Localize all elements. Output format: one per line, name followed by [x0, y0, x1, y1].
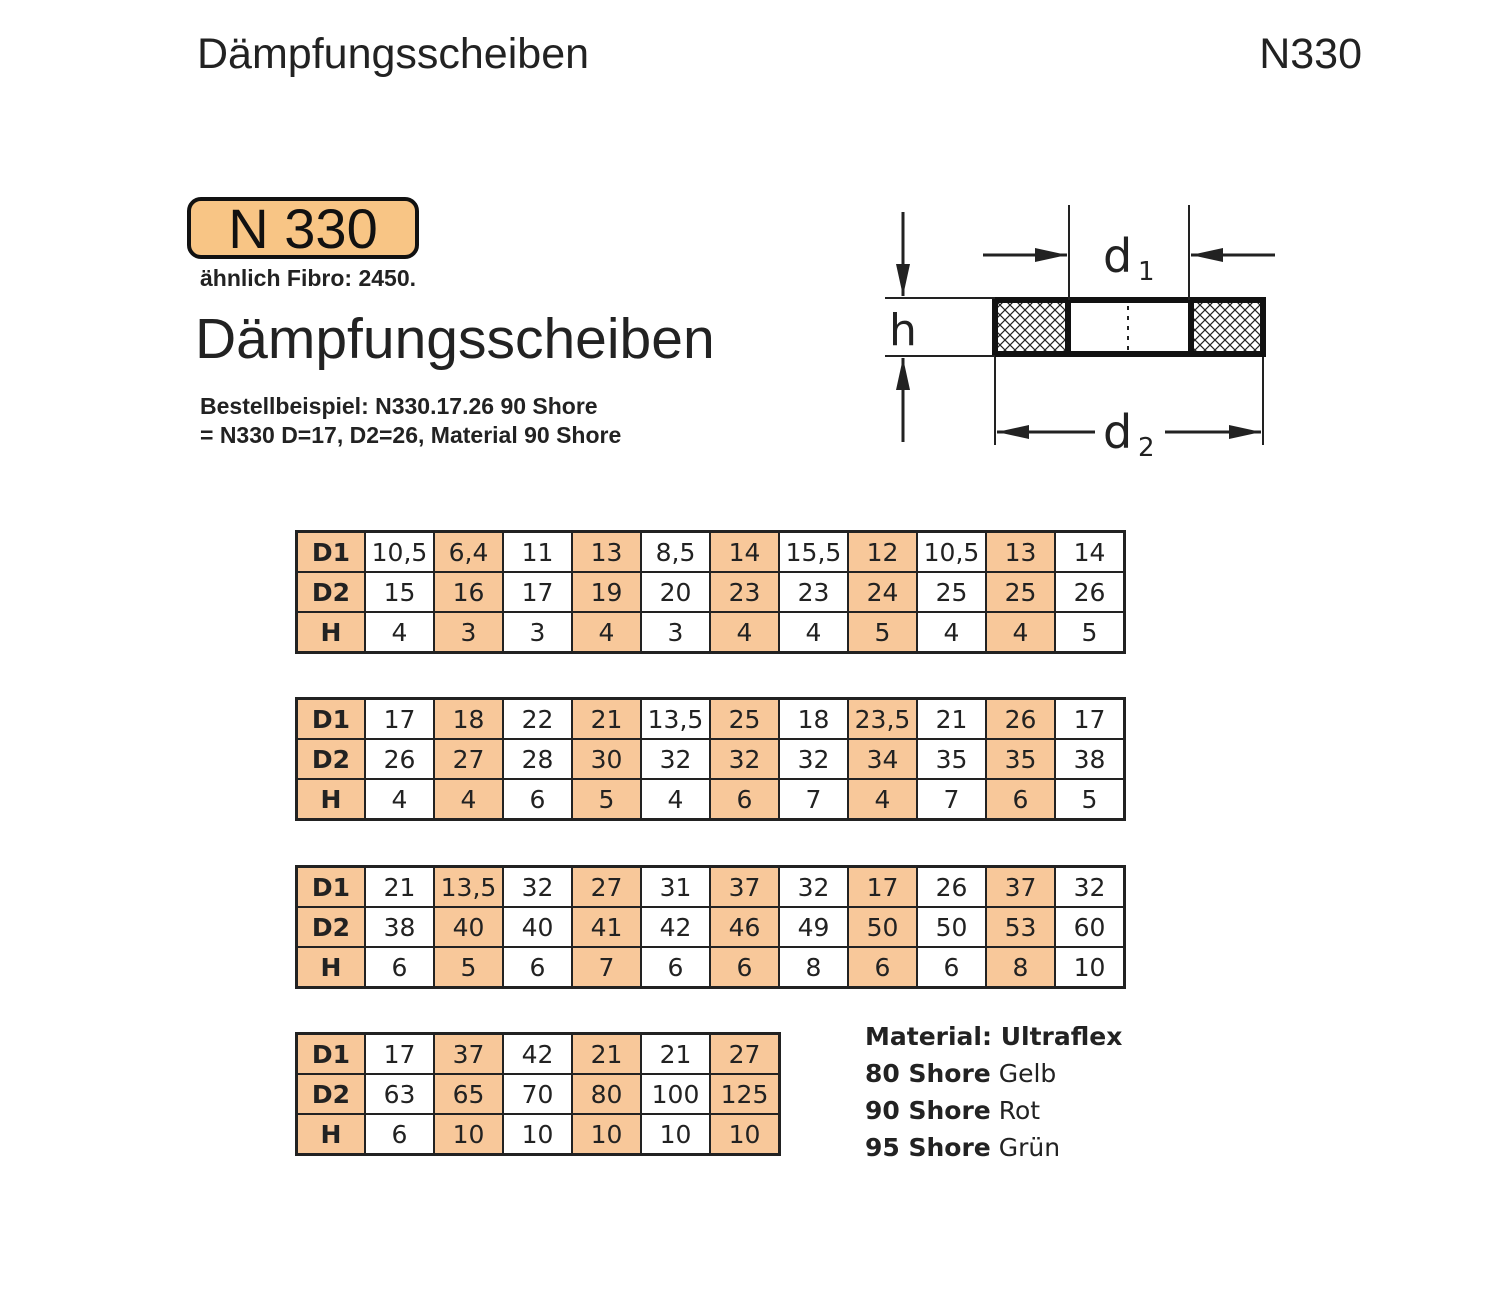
table-cell: 60: [1055, 907, 1125, 947]
table-cell: 24: [848, 572, 917, 612]
header-title: Dämpfungsscheiben: [197, 30, 590, 78]
d2-label: d: [1103, 405, 1133, 459]
table-cell: 3: [503, 612, 572, 653]
table-cell: 80: [572, 1074, 641, 1114]
table-cell: 32: [779, 739, 848, 779]
table-cell: 5: [1055, 612, 1125, 653]
dimension-table: [295, 697, 1126, 821]
table-cell: 4: [779, 612, 848, 653]
table-cell: 6: [986, 779, 1055, 820]
table-cell: 32: [641, 739, 710, 779]
table-cell: 6: [365, 1114, 434, 1155]
table-cell: 18: [434, 699, 503, 740]
d1-subscript: 1: [1138, 257, 1155, 287]
row-label: D1: [297, 867, 366, 908]
table-cell: 41: [572, 907, 641, 947]
table-cell: 65: [434, 1074, 503, 1114]
table-cell: 15,5: [779, 532, 848, 573]
table-cell: 10: [434, 1114, 503, 1155]
material-color: Grün: [998, 1133, 1061, 1162]
table-cell: 21: [641, 1034, 710, 1075]
table-row: [297, 1114, 780, 1155]
table-cell: 35: [986, 739, 1055, 779]
table-cell: 17: [1055, 699, 1125, 740]
table-cell: 38: [1055, 739, 1125, 779]
table-cell: 3: [641, 612, 710, 653]
table-cell: 6: [848, 947, 917, 988]
table-row: [297, 1034, 780, 1075]
table-cell: 4: [365, 779, 434, 820]
table-cell: 17: [503, 572, 572, 612]
table-cell: 8,5: [641, 532, 710, 573]
table-cell: 7: [917, 779, 986, 820]
table-cell: 53: [986, 907, 1055, 947]
table-cell: 25: [917, 572, 986, 612]
row-label: H: [297, 612, 366, 653]
table-cell: 20: [641, 572, 710, 612]
table-cell: 32: [710, 739, 779, 779]
table-cell: 4: [710, 612, 779, 653]
d1-arrow-left: [1035, 248, 1067, 262]
table-cell: 32: [503, 867, 572, 908]
h-arrow-bottom: [896, 358, 910, 390]
table-cell: 26: [986, 699, 1055, 740]
table-cell: 6: [917, 947, 986, 988]
row-label: D2: [297, 1074, 366, 1114]
row-label: H: [297, 1114, 366, 1155]
table-cell: 4: [641, 779, 710, 820]
table-cell: 42: [503, 1034, 572, 1075]
table-row: [297, 867, 1125, 908]
table-cell: 31: [641, 867, 710, 908]
h-arrow-top: [896, 264, 910, 296]
table-cell: 23: [779, 572, 848, 612]
table-cell: 14: [1055, 532, 1125, 573]
table-cell: 32: [1055, 867, 1125, 908]
table-cell: 6: [365, 947, 434, 988]
table-cell: 6: [503, 947, 572, 988]
material-item: [865, 1129, 1122, 1166]
row-label: D2: [297, 739, 366, 779]
table-cell: 21: [572, 699, 641, 740]
table-cell: 17: [365, 699, 434, 740]
table-cell: 14: [710, 532, 779, 573]
table-row: [297, 907, 1125, 947]
row-label: D1: [297, 532, 366, 573]
table-cell: 17: [848, 867, 917, 908]
table-cell: 49: [779, 907, 848, 947]
table-cell: 6: [641, 947, 710, 988]
table-cell: 30: [572, 739, 641, 779]
table-cell: 4: [365, 612, 434, 653]
material-color: Gelb: [998, 1059, 1057, 1088]
table-cell: 21: [572, 1034, 641, 1075]
table-cell: 15: [365, 572, 434, 612]
table-row: [297, 612, 1125, 653]
washer-right-section: [1191, 300, 1263, 354]
row-label: D2: [297, 572, 366, 612]
table-cell: 21: [365, 867, 434, 908]
material-hardness: 90 Shore: [865, 1096, 991, 1125]
table-cell: 25: [710, 699, 779, 740]
d2-arrow-right: [1229, 425, 1261, 439]
table-cell: 21: [917, 699, 986, 740]
product-title: Dämpfungsscheiben: [195, 307, 715, 371]
table-cell: 70: [503, 1074, 572, 1114]
table-cell: 19: [572, 572, 641, 612]
washer-cross-section-diagram: [855, 200, 1295, 500]
table-cell: 10: [641, 1114, 710, 1155]
table-row: [297, 572, 1125, 612]
order-example-line-2: = N330 D=17, D2=26, Material 90 Shore: [200, 422, 622, 448]
table-cell: 4: [986, 612, 1055, 653]
table-cell: 18: [779, 699, 848, 740]
order-example-line-1: Bestellbeispiel: N330.17.26 90 Shore: [200, 393, 598, 419]
table-cell: 50: [917, 907, 986, 947]
table-cell: 13: [572, 532, 641, 573]
table-cell: 10: [503, 1114, 572, 1155]
table-cell: 38: [365, 907, 434, 947]
dimension-table: [295, 1032, 781, 1156]
table-cell: 10,5: [365, 532, 434, 573]
product-badge: N 330: [187, 197, 419, 259]
table-cell: 16: [434, 572, 503, 612]
material-item: [865, 1055, 1122, 1092]
dimension-table: [295, 865, 1126, 989]
similar-reference: ähnlich Fibro: 2450.: [200, 265, 416, 291]
table-cell: 27: [710, 1034, 780, 1075]
table-cell: 7: [572, 947, 641, 988]
material-item: [865, 1092, 1122, 1129]
table-cell: 23: [710, 572, 779, 612]
row-label: H: [297, 779, 366, 820]
table-cell: 26: [1055, 572, 1125, 612]
table-cell: 5: [572, 779, 641, 820]
table-row: [297, 779, 1125, 820]
table-row: [297, 699, 1125, 740]
table-cell: 26: [917, 867, 986, 908]
d2-arrow-left: [997, 425, 1029, 439]
table-cell: 23,5: [848, 699, 917, 740]
table-cell: 3: [434, 612, 503, 653]
table-cell: 6: [503, 779, 572, 820]
table-cell: 100: [641, 1074, 710, 1114]
table-cell: 26: [365, 739, 434, 779]
table-cell: 10: [710, 1114, 780, 1155]
table-cell: 4: [848, 779, 917, 820]
table-cell: 13,5: [434, 867, 503, 908]
table-cell: 37: [986, 867, 1055, 908]
table-cell: 7: [779, 779, 848, 820]
row-label: H: [297, 947, 366, 988]
row-label: D2: [297, 907, 366, 947]
table-cell: 27: [434, 739, 503, 779]
table-cell: 25: [986, 572, 1055, 612]
table-cell: 17: [365, 1034, 434, 1075]
table-cell: 10,5: [917, 532, 986, 573]
table-cell: 6: [710, 947, 779, 988]
table-row: [297, 1074, 780, 1114]
table-cell: 22: [503, 699, 572, 740]
table-cell: 4: [917, 612, 986, 653]
table-cell: 4: [572, 612, 641, 653]
table-cell: 42: [641, 907, 710, 947]
table-cell: 37: [434, 1034, 503, 1075]
dimension-table: [295, 530, 1126, 654]
table-cell: 8: [779, 947, 848, 988]
d1-arrow-right: [1191, 248, 1223, 262]
table-cell: 4: [434, 779, 503, 820]
table-cell: 63: [365, 1074, 434, 1114]
table-cell: 35: [917, 739, 986, 779]
table-cell: 8: [986, 947, 1055, 988]
row-label: D1: [297, 699, 366, 740]
table-cell: 5: [1055, 779, 1125, 820]
material-color: Rot: [998, 1096, 1041, 1125]
table-cell: 125: [710, 1074, 780, 1114]
d1-label: d: [1103, 229, 1133, 283]
table-cell: 46: [710, 907, 779, 947]
table-row: [297, 739, 1125, 779]
table-cell: 6,4: [434, 532, 503, 573]
h-label: h: [889, 305, 917, 356]
material-info: [865, 1018, 1122, 1166]
material-heading: Material: Ultraflex: [865, 1022, 1123, 1051]
table-cell: 6: [710, 779, 779, 820]
table-cell: 32: [779, 867, 848, 908]
table-cell: 28: [503, 739, 572, 779]
table-cell: 13: [986, 532, 1055, 573]
table-cell: 5: [434, 947, 503, 988]
table-cell: 40: [503, 907, 572, 947]
table-cell: 50: [848, 907, 917, 947]
table-cell: 13,5: [641, 699, 710, 740]
table-row: [297, 532, 1125, 573]
row-label: D1: [297, 1034, 366, 1075]
table-cell: 12: [848, 532, 917, 573]
table-cell: 34: [848, 739, 917, 779]
table-cell: 37: [710, 867, 779, 908]
table-cell: 27: [572, 867, 641, 908]
header-product-code: N330: [1259, 30, 1362, 78]
table-cell: 40: [434, 907, 503, 947]
table-cell: 10: [572, 1114, 641, 1155]
material-hardness: 80 Shore: [865, 1059, 991, 1088]
d2-subscript: 2: [1138, 433, 1155, 463]
table-cell: 11: [503, 532, 572, 573]
table-row: [297, 947, 1125, 988]
material-hardness: 95 Shore: [865, 1133, 991, 1162]
washer-left-section: [995, 300, 1068, 354]
table-cell: 10: [1055, 947, 1125, 988]
table-cell: 5: [848, 612, 917, 653]
